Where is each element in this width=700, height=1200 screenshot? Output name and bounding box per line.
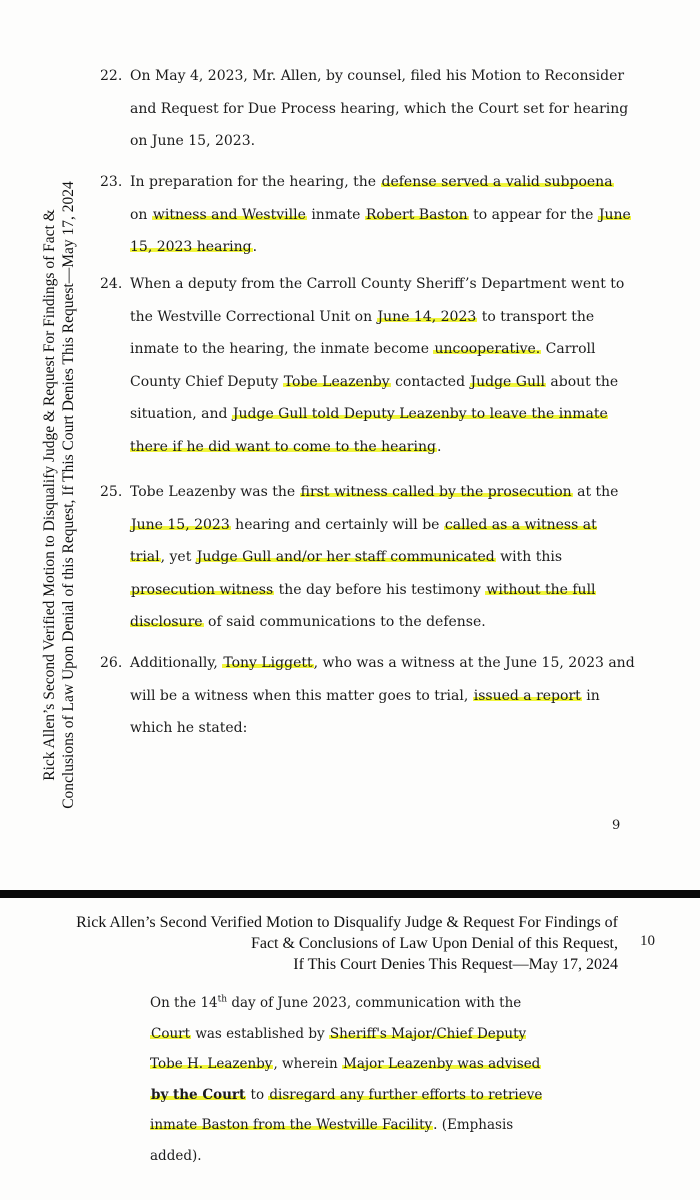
paragraph-text [130,476,635,639]
paragraph-26 [100,647,635,745]
highlighted-text: Judge Gull told Deputy Leazenby to leave the inmate there if he did want to come to the hearing [130,406,608,455]
highlighted-text: June 15, 2023 hearing [130,206,631,255]
text-run: the day before his testimony [274,581,486,598]
text-run: of said communications to the defense. [203,614,486,630]
text-run: On the 14 [150,995,218,1011]
bold-emphasis-text: by the Court [151,1086,246,1103]
highlighted-text: Tony Liggett [223,655,313,671]
highlighted-text: June 14, 2023 [377,308,477,325]
paragraph-number: 25. [100,484,123,500]
text-run: . (Emphasis added). [150,1117,514,1164]
paragraph-text [130,166,635,264]
highlighted-text: prosecution witness [131,581,274,598]
text-run: Carroll County Chief Deputy [130,341,596,390]
highlighted-text: Judge Gull and/or her staff communicated [196,549,495,565]
text-run: about the situation, and [130,373,619,422]
text-run: contacted [390,373,470,390]
paragraph-22 [100,60,635,158]
vertical-running-header [40,155,80,835]
highlighted-text: without the full disclosure [130,581,596,630]
sidebar-line-2: Conclusions of Law Upon Denial of this Request, If This Court Denies This Request—May 17, 2024 [60,181,77,809]
highlighted-text: Sheriff's Major/Chief Deputy Tobe H. Leazenby [150,1025,527,1072]
text-run: was established by [191,1025,329,1042]
text-run: inmate [306,206,365,223]
paragraph-text [130,647,635,745]
text-run: to transport the inmate to the hearing, the inmate become [130,308,595,357]
sidebar-line-1: Rick Allen’s Second Verified Motion to Disqualify Judge & Request For Findings of Fact & [41,209,58,781]
highlighted-text: Robert Baston [365,206,468,223]
text-run: When a deputy from the Carroll County Sheriff’s Department went to the Westville Correctional Unit on [130,276,625,325]
block-quote [150,988,550,1171]
page-number: 9 [612,818,621,833]
text-run: . [252,239,258,255]
highlighted-text: June 15, 2023 [131,516,230,533]
page-header [30,912,618,975]
text-run: , yet [160,549,196,565]
superscript: th [217,994,228,1005]
text-run: to [246,1086,269,1103]
paragraph-23 [100,166,635,264]
text-run: on [130,206,152,223]
text-run: , wherein [273,1056,343,1072]
header-line-1: Rick Allen’s Second Verified Motion to Disqualify Judge & Request For Findings of [76,914,618,931]
highlighted-text: defense served a valid subpoena [381,174,613,190]
paragraph-25 [100,476,635,639]
text-run: . [436,438,442,455]
paragraph-24 [100,268,635,463]
header-line-3: If This Court Denies This Request—May 17, 2024 [293,956,618,973]
text-run: , who was a witness at the June 15, 2023 and will be a witness when this matter goes to trial, [130,655,635,704]
text-run: in which he stated: [130,687,600,736]
highlighted-text: disregard any further efforts to retrieve inmate Baston from the Westville Facility [150,1086,543,1133]
highlighted-text: Tobe Leazenby [283,373,390,390]
paragraph-text [130,268,635,463]
text-run: Tobe Leazenby was the [130,484,300,500]
page-number: 10 [640,933,655,949]
text-run: at the [572,484,619,500]
text-run: In preparation for the hearing, the [130,174,381,190]
sidebar-wrapper [40,155,80,835]
page-divider [0,890,700,898]
paragraph-number: 23. [100,174,123,190]
highlighted-text: first witness called by the prosecution [300,484,572,500]
highlighted-text: Judge Gull [470,373,545,390]
highlighted-text: uncooperative. [434,341,541,357]
document-page-10 [0,898,700,1200]
paragraph-text: On May 4, 2023, Mr. Allen, by counsel, filed his Motion to Reconsider and Request for Due Process hearing, which the Court set for hearing on June 15, 2023. [130,68,629,149]
paragraph-number: 22. [100,68,123,84]
highlighted-text: witness and Westville [152,206,306,223]
header-line-2: Fact & Conclusions of Law Upon Denial of this Request, [250,935,618,952]
text-run: to appear for the [468,206,598,223]
text-run: with this [495,549,563,565]
highlighted-text: Major Leazenby was advised [343,1056,541,1072]
highlighted-text: issued a report [473,687,581,704]
text-run: Additionally, [130,655,223,671]
paragraph-number: 24. [100,276,123,292]
text-run: hearing and certainly will be [230,516,444,533]
paragraph-number: 26. [100,655,123,671]
highlighted-text: Court [151,1025,191,1042]
highlighted-text: called as a witness at trial [130,516,597,565]
text-run: day of June 2023, communication with the [227,995,522,1011]
